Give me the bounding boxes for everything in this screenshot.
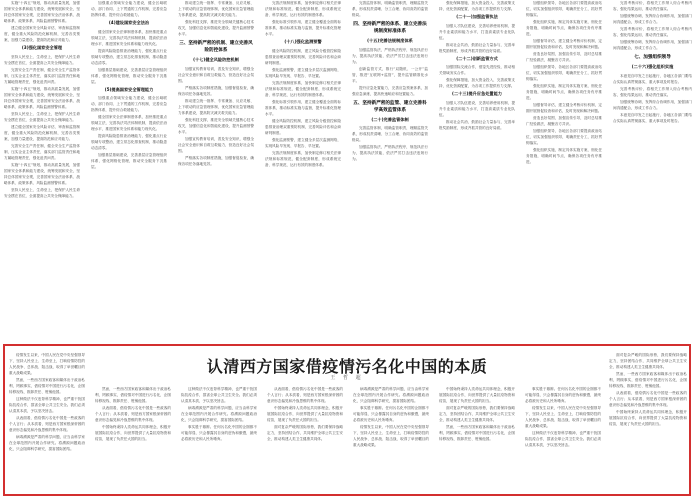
paragraph: 建立健全国家安全风险评估、审查和监管制度，健全重大风险防范化解机制，完善各类预案，加强力量建设，提高防范和应对能力。	[4, 26, 80, 42]
article-paragraph: 然而，一些西方国家政客和媒体出于政治私利，罔顾事实，借疫情对中国进行污名化，企图转移视线、推卸责任、甩锅他国。	[439, 425, 515, 441]
article-column-6	[439, 386, 515, 494]
paragraph: 加强组织领导，各地区各部门要提高政治站位，切实加强组织领导，明确责任分工，抓好贯彻落实。	[526, 65, 602, 81]
paragraph: 推动社会共治，鼓励社会力量参与，完善举报奖励制度，形成齐抓共管的良好局面。	[439, 119, 515, 130]
subheading: (二十六)强化组织实施	[631, 64, 674, 69]
article-paragraph: 疫情发生以来，中国人民在党中央坚强领导下，坚持人民至上、生命至上，打响疫情防控的人民战争、总体战、阻击战，取得了举世瞩目的重大战略成果。	[353, 425, 429, 447]
paragraph: 强化标准引领作用，建立健全覆盖全面的标准体系，推动标准实施与监督，提升标准化管理水平。	[265, 99, 341, 116]
paragraph: 健全国家安全法律制度体系，加快推进重点领域立法，完善执法司法体制机制，提高依法治理水平，推进国家安全体系和能力现代化。	[91, 115, 167, 131]
subheading: (3)强化国家安全管理	[21, 45, 63, 50]
subheading: (十七)健全风险防控机制	[193, 57, 239, 62]
paragraph: 实施“十四五”规划，推动高质量发展，加强国家安全体系和能力建设，统筹发展和安全，坚持总体国家安全观，完善国家安全法治体系、战略体系、政策体系、风险监测预警体系。	[4, 86, 80, 109]
article-paragraph: 面对复杂严峻的国际形势，我们要保持战略定力，坚持团结合作，共同维护全球公共卫生安全，推动构建人类卫生健康共同体。	[267, 425, 343, 441]
paragraph: 强化科技支撑，推进安全领域关键核心技术攻关，加强信息化和智能化建设，提升监测预警水平。	[178, 20, 254, 36]
paragraph: 加强国际交流合作，借鉴先进经验，推动相关领域务实合作。	[439, 65, 515, 75]
paragraph: 本意见自印发之日起施行，各地区各部门要结合实际认真贯彻落实，重大事项及时报告。	[613, 112, 692, 123]
article-paragraph: 疫情发生以来，中国人民在党中央坚强领导下，坚持人民至上、生命至上，打响疫情防控的人民战争、总体战、阻击战，取得了举世瞩目的重大战略成果。	[525, 406, 601, 428]
text-column-5	[352, 0, 428, 336]
subheading: (十五)完善法规制度体系	[367, 38, 413, 43]
article-column-1	[9, 352, 85, 494]
paragraph: 完善考核评价，将相关工作纳入综合考核内容，强化结果运用，推动责任落实。	[613, 27, 692, 37]
paragraph: 提升应急处置能力，完善应急预案体系，加强应急演练，提高快速响应和处置能力。	[352, 85, 428, 96]
paragraph: 加强监管执法，严格执法程序，规范执法行为，提高执法效能，依法严厉打击违法违规行为。	[352, 47, 428, 64]
article-author: 王 哲 超	[330, 375, 364, 381]
article-column-5	[353, 386, 429, 494]
article-paragraph: 然而，一些西方国家政客和媒体出于政治私利，罔顾事实，借疫情对中国进行污名化，企图转移视线、推卸责任、甩锅他国。	[609, 372, 687, 388]
article-paragraph: 然而，一些西方国家政客和媒体出于政治私利，罔顾事实，借疫情对中国进行污名化，企图转移视线、推卸责任、甩锅他国。	[9, 378, 85, 394]
featured-article	[3, 344, 691, 496]
subheading: (二十)完善监管体制	[371, 116, 409, 122]
paragraph: 加强督导评估，建立健全考核评价机制，定期开展督促检查和评估，及时发现和解决问题。	[526, 103, 602, 113]
paragraph: 强化科技支撑，推进安全领域关键核心技术攻关，加强信息化和智能化建设，提升监测预警水平。	[178, 117, 254, 134]
paragraph: 强化组织实施，制定具体实施方案，细化任务措施，明确时间节点，确保各项任务有序推进。	[526, 148, 602, 164]
article-paragraph: 面对复杂严峻的国际形势，我们要保持战略定力，坚持团结合作，共同维护全球公共卫生安全，推动构建人类卫生健康共同体。	[439, 406, 515, 422]
paragraph: 加强人才队伍建设，完善培养使用机制，提升专业素质和能力水平，打造高素质专业化队伍。	[439, 100, 515, 117]
article-paragraph: 从表面看，借疫情污名化中国是一些政客的个人言行；从本质看，则是西方国家根深蒂固的意识形态偏见和冷战思维的集中体现。	[609, 391, 687, 407]
paragraph: 完善法规制度体系，加快制定修订相关法律法规和标准规范，健全配套制度，形成系统完备、科学规范、运行有效的制度体系。	[265, 80, 341, 97]
article-paragraph: 事实胜于雄辩。任何污名化中国的企图都不可能得逞，只会暴露其自身的虚伪和傲慢，最终必将被历史和人民所唾弃。	[525, 387, 601, 403]
paragraph: 实施“十四五”规划，推动高质量发展，加强国家安全体系和能力建设，统筹发展和安全，坚持总体国家安全观，完善国家安全法治体系、战略体系、政策体系、风险监测预警体系。	[4, 162, 80, 185]
paragraph: 强化标准引领作用，建立健全覆盖全面的标准体系，推动标准实施与监督，提升标准化管理水平。	[265, 20, 341, 36]
article-paragraph: 疫情发生以来，中国人民在党中央坚强领导下，坚持人民至上、生命至上，打响疫情防控的人民战争、总体战、阻击战，取得了举世瞩目的重大战略成果。	[9, 353, 85, 375]
subheading: (十八)强化监测预警	[284, 39, 322, 44]
subheading: (4)建设国家安全法治	[108, 20, 150, 25]
article-title: 认清西方国家借疫情污名化中国的本质	[206, 357, 488, 376]
paragraph: 营造良好氛围，加强宣传引导，及时总结推广经验做法，凝聚各方共识。	[526, 116, 602, 126]
paragraph: 营造良好氛围，加强宣传引导，及时总结推广经验做法，凝聚各方共识。	[526, 52, 602, 62]
section-heading: 五、坚持新严密的监管、建立完善科学高效监管体系	[353, 100, 427, 113]
paragraph: 加强组织领导，各地区各部门要提高政治站位，切实加强组织领导，明确责任分工，抓好贯彻落实。	[526, 1, 602, 17]
paragraph: 强化监测预警，建立健全多层次监测网络，实现风险早发现、早报告、早处置。	[265, 137, 341, 148]
article-paragraph: 从表面看，借疫情污名化中国是一些政客的个人言行；从本质看，则是西方国家根深蒂固的意识形态偏见和冷战思维的集中体现。	[9, 416, 85, 432]
paragraph: 强化保障措施，加大资金投入，完善政策支持，优化资源配置，为各项工作提供有力支撑。	[439, 1, 515, 11]
paragraph: 本意见自印发之日起施行，各地区各部门要结合实际认真贯彻落实，重大事项及时报告。	[613, 73, 692, 84]
paragraph: 健全风险防控机制，建立风险分级管控和隐患排查治理双重预防机制，完善风险评估和会商研判制度。	[265, 118, 341, 135]
section-heading: 三、坚持新严密的机制、建立完善风险防控体系	[179, 41, 253, 53]
paragraph: 加强重点领域安全能力建设，健全区域联动、部门协同、上下贯通的工作机制，完善应急指挥体系，提升综合救援能力。	[91, 96, 167, 112]
paragraph: 提高风险隐患排查治理能力，强化重点行业领域专项整治，建立常态化排查机制，推动隐患动态清零。	[91, 134, 167, 150]
paragraph: 加强人才队伍建设，完善培养使用机制，提升专业素质和能力水平，打造高素质专业化队伍。	[439, 23, 515, 40]
paragraph: 严格落实各项制度措施，加强督促检查，确保各项任务落地见效。	[178, 155, 254, 166]
paragraph: 提高风险隐患排查治理能力，强化重点行业领域专项整治，建立常态化排查机制，推动隐患动态清零。	[91, 48, 167, 65]
article-paragraph: 面对复杂严峻的国际形势，我们要保持战略定力，坚持团结合作，共同维护全球公共卫生安全，推动构建人类卫生健康共同体。	[609, 353, 687, 369]
text-column-3	[178, 0, 254, 336]
paragraph: 加强宣传教育培训，普及安全知识，增强全社会安全意识和自救互救能力，营造良好社会氛围。	[178, 136, 254, 153]
subheading: (二十一)加强监管执法	[456, 14, 498, 19]
article-paragraph: 事实胜于雄辩。任何污名化中国的企图都不可能得逞，只会暴露其自身的虚伪和傲慢，最终必将被历史和人民所唾弃。	[181, 425, 257, 441]
paragraph: 健全风险防控机制，建立风险分级管控和隐患排查治理双重预防机制，完善风险评估和会商研判制度。	[265, 48, 341, 65]
paragraph: 加强统筹协调，发挥综合协调作用，加强部门间沟通配合，形成工作合力。	[613, 99, 692, 110]
paragraph: 加强基层基础建设，完善基层应急管理组织体系，强化网格化管理，推动安全服务下沉基层。	[91, 153, 167, 169]
paragraph: 加强重点领域安全能力建设，健全区域联动、部门协同、上下贯通的工作机制，完善应急指挥体系，提升综合救援能力。	[91, 1, 167, 17]
paragraph: 加强督导评估，建立健全考核评价机制，定期开展督促检查和评估，及时发现和解决问题。	[526, 39, 602, 49]
upper-text-area	[4, 0, 696, 336]
paragraph: 坚持人民至上、生命至上，把保护人民生命安全摆在首位，全面提高公共安全保障能力。	[4, 111, 80, 122]
paragraph: 坚持人民至上、生命至上，把保护人民生命安全摆在首位，全面提高公共安全保障能力。	[4, 187, 80, 198]
paragraph: 完善法规制度体系，加快制定修订相关法律法规和标准规范，健全配套制度，形成系统完备、科学规范、运行有效的制度体系。	[265, 150, 341, 167]
section-heading: 七、加强组织领导	[634, 55, 671, 60]
article-paragraph: 事实胜于雄辩。任何污名化中国的企图都不可能得逞，只会暴露其自身的虚伪和傲慢，最终必将被历史和人民所唾弃。	[353, 406, 429, 422]
paragraph: 加强统筹协调，发挥综合协调作用，加强部门间沟通配合，形成工作合力。	[613, 40, 692, 50]
paragraph: 强化组织实施，制定具体实施方案，细化任务措施，明确时间节点，确保各项任务有序推进。	[526, 20, 602, 36]
paragraph: 完善安全生产责任制，健全安全生产监管体制，压实企业主体责任，落实部门监管责任和地方属地管理责任，强化追责问责。	[4, 143, 80, 160]
article-paragraph: 这种做法不仅违背科学精神，也严重干扰国际抗疫合作，损害全球公共卫生安全。我们必须认清其本质，予以坚决回击。	[525, 431, 601, 447]
paragraph: 健全国家安全法律制度体系，加快推进重点领域立法，完善执法司法体制机制，提高依法治理水平，推进国家安全体系和能力现代化。	[91, 29, 167, 46]
article-column-7	[525, 386, 601, 494]
article-paragraph: 中国始终秉持人类命运共同体理念，积极开展国际抗疫合作，向世界提供了大量抗疫物资和疫苗，展现了负责任大国的担当。	[95, 425, 171, 441]
paragraph: 加强统筹协调，发挥综合协调作用，加强部门间沟通配合，形成工作合力。	[613, 14, 692, 24]
article-paragraph: 中国始终秉持人类命运共同体理念，积极开展国际抗疫合作，向世界提供了大量抗疫物资和疫苗，展现了负责任大国的担当。	[267, 406, 343, 422]
paragraph: 完善监管体制，明确监管职责，理顺监管关系，形成权责清晰、分工合理、协同高效的监管格局。	[352, 1, 428, 17]
paragraph: 强化组织实施，制定具体实施方案，细化任务措施，明确时间节点，确保各项任务有序推进。	[526, 84, 602, 100]
subheading: (二十三)提升应急处置能力	[452, 91, 502, 96]
subheading: (二十二)创新监管方式	[456, 55, 498, 61]
article-paragraph: 病毒溯源是严肃的科学问题，应当由科学家在全球范围内开展合作研究。将溯源问题政治化，只会阻碍科学研究，损害国际团结。	[181, 406, 257, 422]
article-paragraph: 然而，一些西方国家政客和媒体出于政治私利，罔顾事实，借疫情对中国进行污名化，企图转移视线、推卸责任、甩锅他国。	[95, 387, 171, 403]
paragraph: 创新监管方式，推行“双随机、一公开”监管，推进“互联网+监管”，提升监管精准化水平。	[352, 66, 428, 83]
article-column-3	[181, 386, 257, 494]
paragraph: 强化监测预警，建立健全多层次监测网络，实现风险早发现、早报告、早处置。	[265, 67, 341, 78]
paragraph: 推动建立统一指挥、专常兼备、反应灵敏、上下联动的应急管理体制，优化国家应急管理能力体系建设，提高防灾减灾救灾能力。	[178, 1, 254, 17]
text-column-4	[265, 0, 341, 336]
paragraph: 完善法规制度体系，加快制定修订相关法律法规和标准规范，健全配套制度，形成系统完备、科学规范、运行有效的制度体系。	[265, 1, 341, 17]
article-column-2	[95, 386, 171, 494]
article-paragraph: 从表面看，借疫情污名化中国是一些政客的个人言行；从本质看，则是西方国家根深蒂固的意识形态偏见和冷战思维的集中体现。	[267, 387, 343, 403]
paragraph: 完善安全生产责任制，健全安全生产监管体制，压实企业主体责任，落实部门监管责任和地方属地管理责任，强化追责问责。	[4, 67, 80, 84]
text-column-2	[91, 0, 167, 336]
text-column-8	[613, 0, 692, 336]
paragraph: 加强监管执法，严格执法程序，规范执法行为，提高执法效能，依法严厉打击违法违规行为。	[352, 145, 428, 161]
article-paragraph: 中国始终秉持人类命运共同体理念，积极开展国际抗疫合作，向世界提供了大量抗疫物资和疫苗，展现了负责任大国的担当。	[439, 387, 515, 403]
text-column-7	[526, 0, 602, 336]
paragraph: 加强组织领导，各地区各部门要提高政治站位，切实加强组织领导，明确责任分工，抓好贯彻落实。	[526, 129, 602, 145]
paragraph: 加强宣传教育培训，普及安全知识，增强全社会安全意识和自救互救能力，营造良好社会氛围。	[178, 66, 254, 83]
article-paragraph: 从表面看，借疫情污名化中国是一些政客的个人言行；从本质看，则是西方国家根深蒂固的意识形态偏见和冷战思维的集中体现。	[95, 406, 171, 422]
paragraph: 强化保障措施，加大资金投入，完善政策支持，优化资源配置，为各项工作提供有力支撑。	[439, 78, 515, 88]
article-paragraph: 病毒溯源是严肃的科学问题，应当由科学家在全球范围内开展合作研究。将溯源问题政治化，只会阻碍科学研究，损害国际团结。	[9, 435, 85, 451]
paragraph: 建立健全国家安全风险评估、审查和监管制度，健全重大风险防范化解机制，完善各类预案，加强力量建设，提高防范和应对能力。	[4, 124, 80, 141]
article-column-4	[267, 386, 343, 494]
paragraph: 严格落实各项制度措施，加强督促检查，确保各项任务落地见效。	[178, 85, 254, 96]
article-paragraph: 这种做法不仅违背科学精神，也严重干扰国际抗疫合作，损害全球公共卫生安全。我们必须认清其本质，予以坚决回击。	[181, 387, 257, 403]
article-paragraph: 中国始终秉持人类命运共同体理念，积极开展国际抗疫合作，向世界提供了大量抗疫物资和疫苗，展现了负责任大国的担当。	[609, 410, 687, 426]
paragraph: 实施“十四五”规划，推动高质量发展，加强国家安全体系和能力建设，统筹发展和安全，坚持总体国家安全观，完善国家安全法治体系、战略体系、政策体系、风险监测预警体系。	[4, 1, 80, 23]
article-paragraph: 病毒溯源是严肃的科学问题，应当由科学家在全球范围内开展合作研究。将溯源问题政治化，只会阻碍科学研究，损害国际团结。	[353, 387, 429, 403]
text-column-1	[4, 0, 80, 336]
paragraph: 完善监管体制，明确监管职责，理顺监管关系，形成权责清晰、分工合理、协同高效的监管格局。	[352, 126, 428, 142]
subheading: (5)提高国家安全管理能力	[104, 86, 154, 92]
text-column-6	[439, 0, 515, 336]
section-heading: 四、坚持新严密的体系、建立完善法规制度标准体系	[353, 22, 427, 34]
article-column-8	[609, 352, 687, 494]
paragraph: 完善考核评价，将相关工作纳入综合考核内容，强化结果运用，推动责任落实。	[613, 1, 692, 11]
paragraph: 坚持人民至上、生命至上，把保护人民生命安全摆在首位，全面提高公共安全保障能力。	[4, 54, 80, 65]
paragraph: 推动建立统一指挥、专常兼备、反应灵敏、上下联动的应急管理体制，优化国家应急管理能力体系建设，提高防灾减灾救灾能力。	[178, 98, 254, 115]
paragraph: 加强基层基础建设，完善基层应急管理组织体系，强化网格化管理，推动安全服务下沉基层。	[91, 67, 167, 84]
article-paragraph: 这种做法不仅违背科学精神，也严重干扰国际抗疫合作，损害全球公共卫生安全。我们必须认清其本质，予以坚决回击。	[9, 397, 85, 413]
paragraph: 完善考核评价，将相关工作纳入综合考核内容，强化结果运用，推动责任落实。	[613, 86, 692, 97]
paragraph: 推动社会共治，鼓励社会力量参与，完善举报奖励制度，形成齐抓共管的良好局面。	[439, 42, 515, 53]
